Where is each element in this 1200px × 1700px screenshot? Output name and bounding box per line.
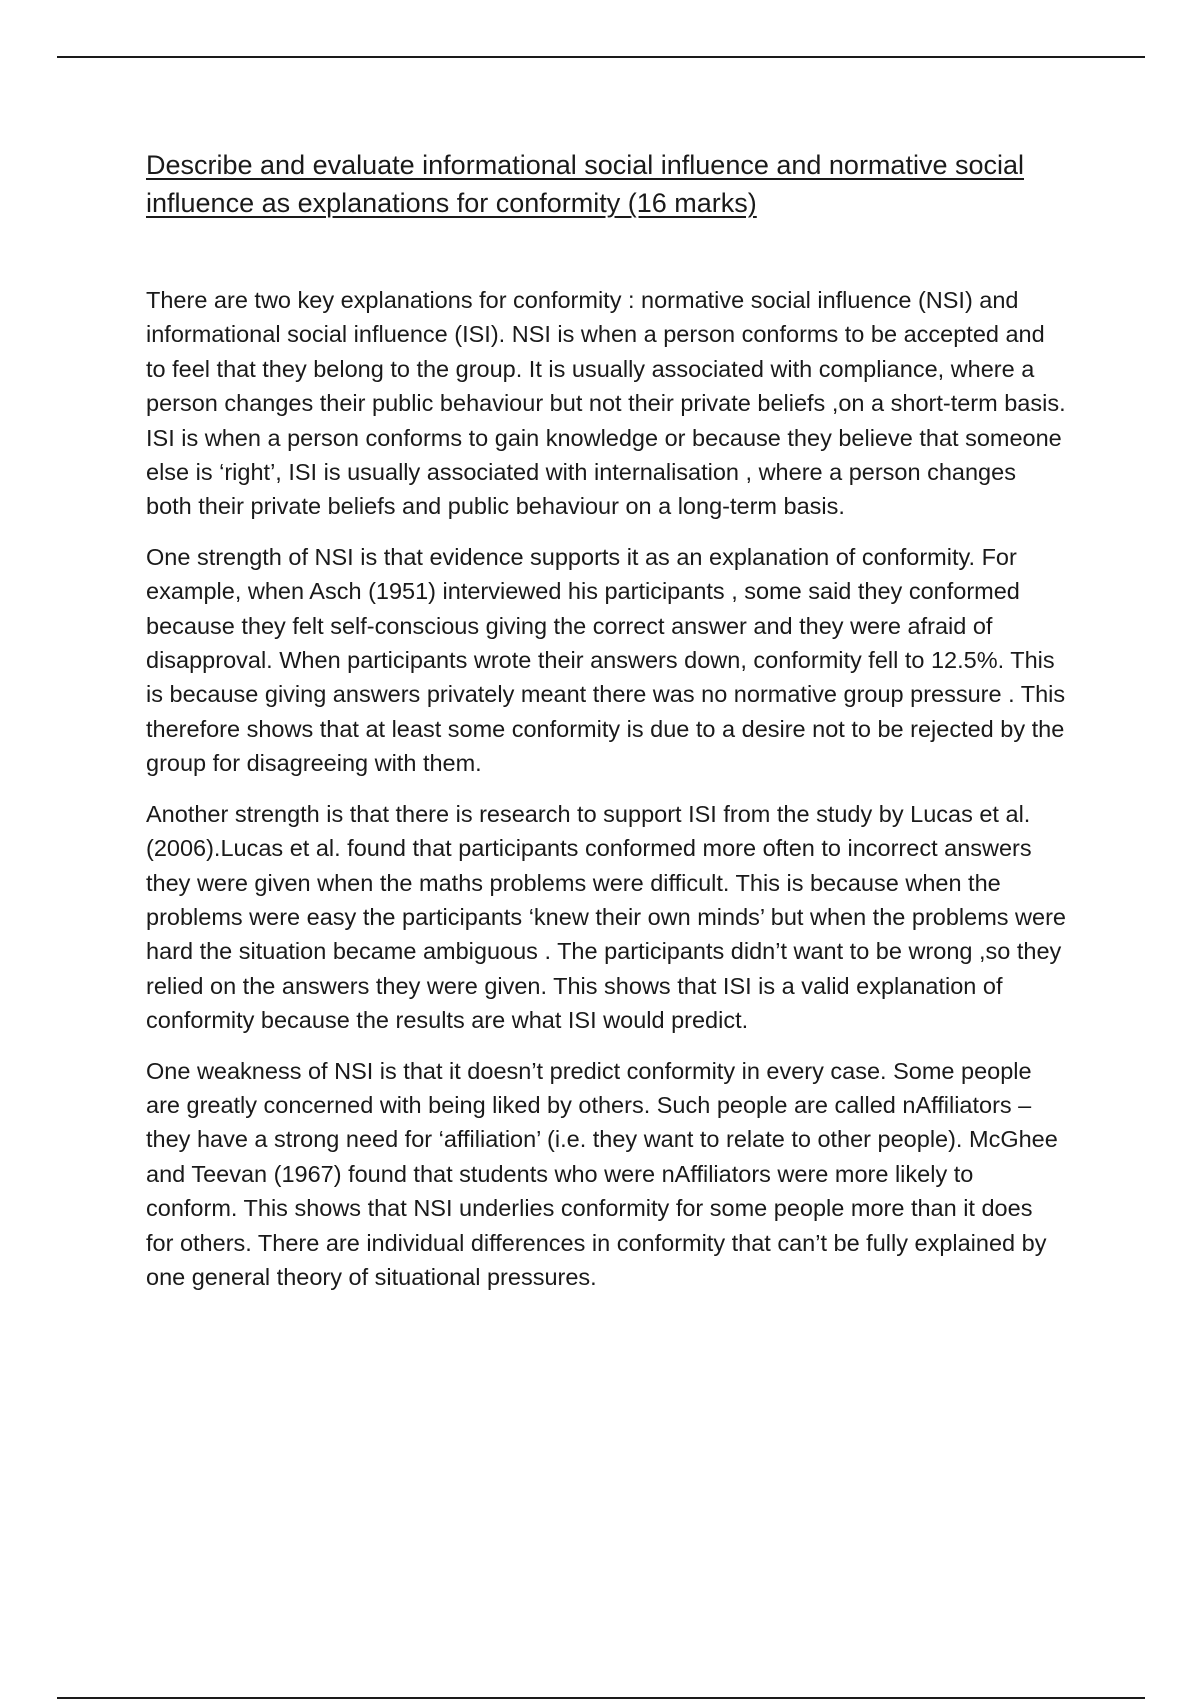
top-divider [57,56,1145,58]
paragraph-nsi-strength: One strength of NSI is that evidence supports it as an explanation of conformity. For example, when Asch (1951) interviewed his participants , some said they conformed because they felt self-conscious giving the correct answer and they were afraid of disapproval. When participants wrote their answers down, conformity fell to 12.5%. This is because giving answers privately meant there was no normative group pressure . This therefore shows that at least some conformity is due to a desire not to be rejected by the group for disagreeing with them. [146,543,1066,777]
paragraph-introduction: There are two key explanations for conformity : normative social influence (NSI) and informational social influence (ISI). NSI is when a person conforms to be accepted and to feel that they belong to the group. It is usually associated with compliance, where a person changes their public behaviour but not their private beliefs ,on a short-term basis. ISI is when a person conforms to gain knowledge or because they believe that someone else is ‘right’, ISI is usually associated with internalisation , where a person changes both their private beliefs and public behaviour on a long-term basis. [146,287,1066,520]
document-page [146,146,1066,1310]
paragraph-isi-strength: Another strength is that there is research to support ISI from the study by Lucas et al. (2006).Lucas et al. found that participants conformed more often to incorrect answers they were given when the maths problems were difficult. This is because when the problems were easy the participants ‘knew their own minds’ but when the problems were hard the situation became ambiguous . The participants didn’t want to be wrong ,so they relied on the answers they were given. This shows that ISI is a valid explanation of conformity because the results are what ISI would predict. [146,800,1066,1034]
essay-body [146,283,1066,1294]
essay-title: Describe and evaluate informational social influence and normative social influence as explanations for conformity (16 marks) [146,150,1024,218]
bottom-divider [57,1697,1145,1699]
paragraph-nsi-weakness: One weakness of NSI is that it doesn’t predict conformity in every case. Some people are greatly concerned with being liked by others. Such people are called nAffiliators – they have a strong need for ‘affiliation’ (i.e. they want to relate to other people). McGhee and Teevan (1967) found that students who were nAffiliators were more likely to conform. This shows that NSI underlies conformity for some people more than it does for others. There are individual differences in conformity that can’t be fully explained by one general theory of situational pressures. [146,1057,1058,1290]
